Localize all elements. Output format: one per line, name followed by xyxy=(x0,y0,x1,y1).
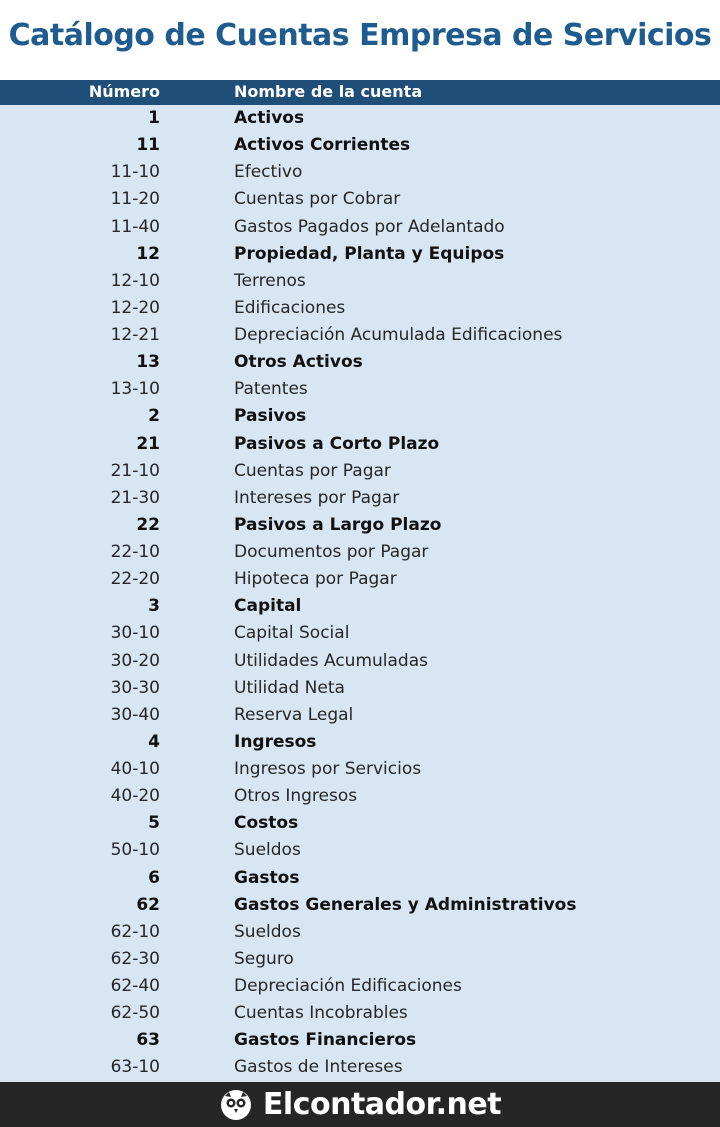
table-row xyxy=(0,431,720,458)
table-row xyxy=(0,539,720,566)
account-name: Reserva Legal xyxy=(234,704,354,725)
table-row xyxy=(0,1027,720,1054)
account-number: 4 xyxy=(148,731,160,752)
account-number: 5 xyxy=(148,813,160,834)
account-name: Depreciación Acumulada Edificaciones xyxy=(234,325,563,345)
account-name: Terrenos xyxy=(234,270,306,291)
account-number: 40-10 xyxy=(110,759,160,779)
account-name: Depreciación Edificaciones xyxy=(234,976,462,996)
table-row xyxy=(0,376,720,403)
table-row xyxy=(0,620,720,647)
header-account-name: Nombre de la cuenta xyxy=(234,82,423,101)
account-number: 12-10 xyxy=(110,270,160,291)
table-row xyxy=(0,566,720,593)
table-row xyxy=(0,1000,720,1027)
account-number: 11-20 xyxy=(110,189,160,210)
account-number: 21-10 xyxy=(110,460,160,481)
account-number: 11 xyxy=(136,135,160,156)
account-name: Gastos xyxy=(234,867,300,888)
table-row xyxy=(0,593,720,620)
account-name: Otros Activos xyxy=(234,352,363,373)
table-row xyxy=(0,349,720,376)
account-name: Cuentas Incobrables xyxy=(234,1003,408,1024)
table-row xyxy=(0,810,720,837)
account-number: 50-10 xyxy=(110,840,160,861)
table-row xyxy=(0,322,720,349)
account-number: 12-21 xyxy=(110,325,160,345)
account-name: Activos Corrientes xyxy=(234,135,411,156)
table-row xyxy=(0,946,720,973)
table-row xyxy=(0,295,720,322)
table-row xyxy=(0,1054,720,1081)
account-name: Pasivos a Corto Plazo xyxy=(234,433,440,454)
table-row xyxy=(0,783,720,810)
account-name: Gastos Pagados por Adelantado xyxy=(234,216,505,237)
table-row xyxy=(0,865,720,892)
header-number: Número xyxy=(88,82,160,101)
account-name: Patentes xyxy=(234,379,308,400)
account-number: 22 xyxy=(136,514,160,535)
account-name: Documentos por Pagar xyxy=(234,542,429,562)
account-number: 21 xyxy=(136,433,160,454)
account-number: 30-40 xyxy=(110,704,160,725)
account-number: 63 xyxy=(136,1030,160,1051)
table-row xyxy=(0,648,720,675)
account-number: 11-40 xyxy=(110,216,160,237)
table-row xyxy=(0,973,720,1000)
account-number: 22-20 xyxy=(110,569,160,590)
account-name: Cuentas por Pagar xyxy=(234,460,391,481)
account-number: 12 xyxy=(136,243,160,264)
footer-brand xyxy=(0,1082,720,1127)
account-number: 6 xyxy=(148,867,160,888)
account-name: Hipoteca por Pagar xyxy=(234,569,397,590)
account-name: Seguro xyxy=(234,948,294,969)
account-name: Efectivo xyxy=(234,162,303,183)
footer xyxy=(0,1082,720,1127)
account-number: 13 xyxy=(136,352,160,373)
table-row xyxy=(0,186,720,213)
table-header xyxy=(0,80,720,105)
account-number: 63-10 xyxy=(110,1057,160,1078)
account-name: Sueldos xyxy=(234,840,301,861)
account-name: Pasivos a Largo Plazo xyxy=(234,514,442,535)
table-row xyxy=(0,919,720,946)
account-number: 62-40 xyxy=(110,976,160,996)
account-number: 62-50 xyxy=(110,1003,160,1024)
account-name: Propiedad, Planta y Equipos xyxy=(234,243,505,264)
account-number: 12-20 xyxy=(110,297,160,318)
account-name: Edificaciones xyxy=(234,297,346,318)
table-row xyxy=(0,268,720,295)
account-number: 62-30 xyxy=(110,948,160,969)
account-name: Utilidad Neta xyxy=(234,677,345,698)
account-number: 21-30 xyxy=(110,487,160,508)
account-name: Cuentas por Cobrar xyxy=(234,189,401,210)
account-name: Otros Ingresos xyxy=(234,786,358,807)
account-name: Capital xyxy=(234,596,302,617)
account-name: Activos xyxy=(234,108,305,128)
account-number: 62 xyxy=(136,894,160,915)
table-row xyxy=(0,403,720,430)
table-row xyxy=(0,105,720,132)
account-name: Ingresos por Servicios xyxy=(234,759,422,779)
table-row xyxy=(0,837,720,864)
account-name: Gastos de Intereses xyxy=(234,1057,403,1078)
table-row xyxy=(0,756,720,783)
account-name: Gastos Financieros xyxy=(234,1030,417,1051)
table-row xyxy=(0,132,720,159)
account-number: 13-10 xyxy=(110,379,160,400)
account-name: Capital Social xyxy=(234,623,350,644)
account-number: 30-30 xyxy=(110,677,160,698)
account-number: 40-20 xyxy=(110,786,160,807)
table-row xyxy=(0,159,720,186)
account-name: Pasivos xyxy=(234,406,307,427)
account-name: Costos xyxy=(234,813,299,834)
account-number: 30-20 xyxy=(110,650,160,671)
accounts-table xyxy=(0,80,720,1082)
account-name: Sueldos xyxy=(234,921,301,942)
account-name: Gastos Generales y Administrativos xyxy=(234,894,577,915)
table-body xyxy=(0,105,720,1082)
account-name: Utilidades Acumuladas xyxy=(234,650,428,671)
table-row xyxy=(0,241,720,268)
account-number: 62-10 xyxy=(110,921,160,942)
footer-site-name: Elcontador.net xyxy=(262,1087,502,1122)
account-number: 22-10 xyxy=(110,542,160,562)
table-row xyxy=(0,214,720,241)
table-row xyxy=(0,485,720,512)
account-name: Ingresos xyxy=(234,731,317,752)
table-row xyxy=(0,892,720,919)
account-number: 11-10 xyxy=(110,162,160,183)
account-number: 3 xyxy=(148,596,160,617)
account-number: 1 xyxy=(148,108,160,128)
account-name: Intereses por Pagar xyxy=(234,487,400,508)
table-row xyxy=(0,675,720,702)
account-number: 2 xyxy=(148,406,160,427)
table-row xyxy=(0,512,720,539)
table-row xyxy=(0,458,720,485)
title-bar xyxy=(0,0,720,80)
owl-logo-icon xyxy=(219,1088,253,1122)
page-title: Catálogo de Cuentas Empresa de Servicios xyxy=(8,18,712,53)
account-number: 30-10 xyxy=(110,623,160,644)
table-row xyxy=(0,702,720,729)
table-row xyxy=(0,729,720,756)
